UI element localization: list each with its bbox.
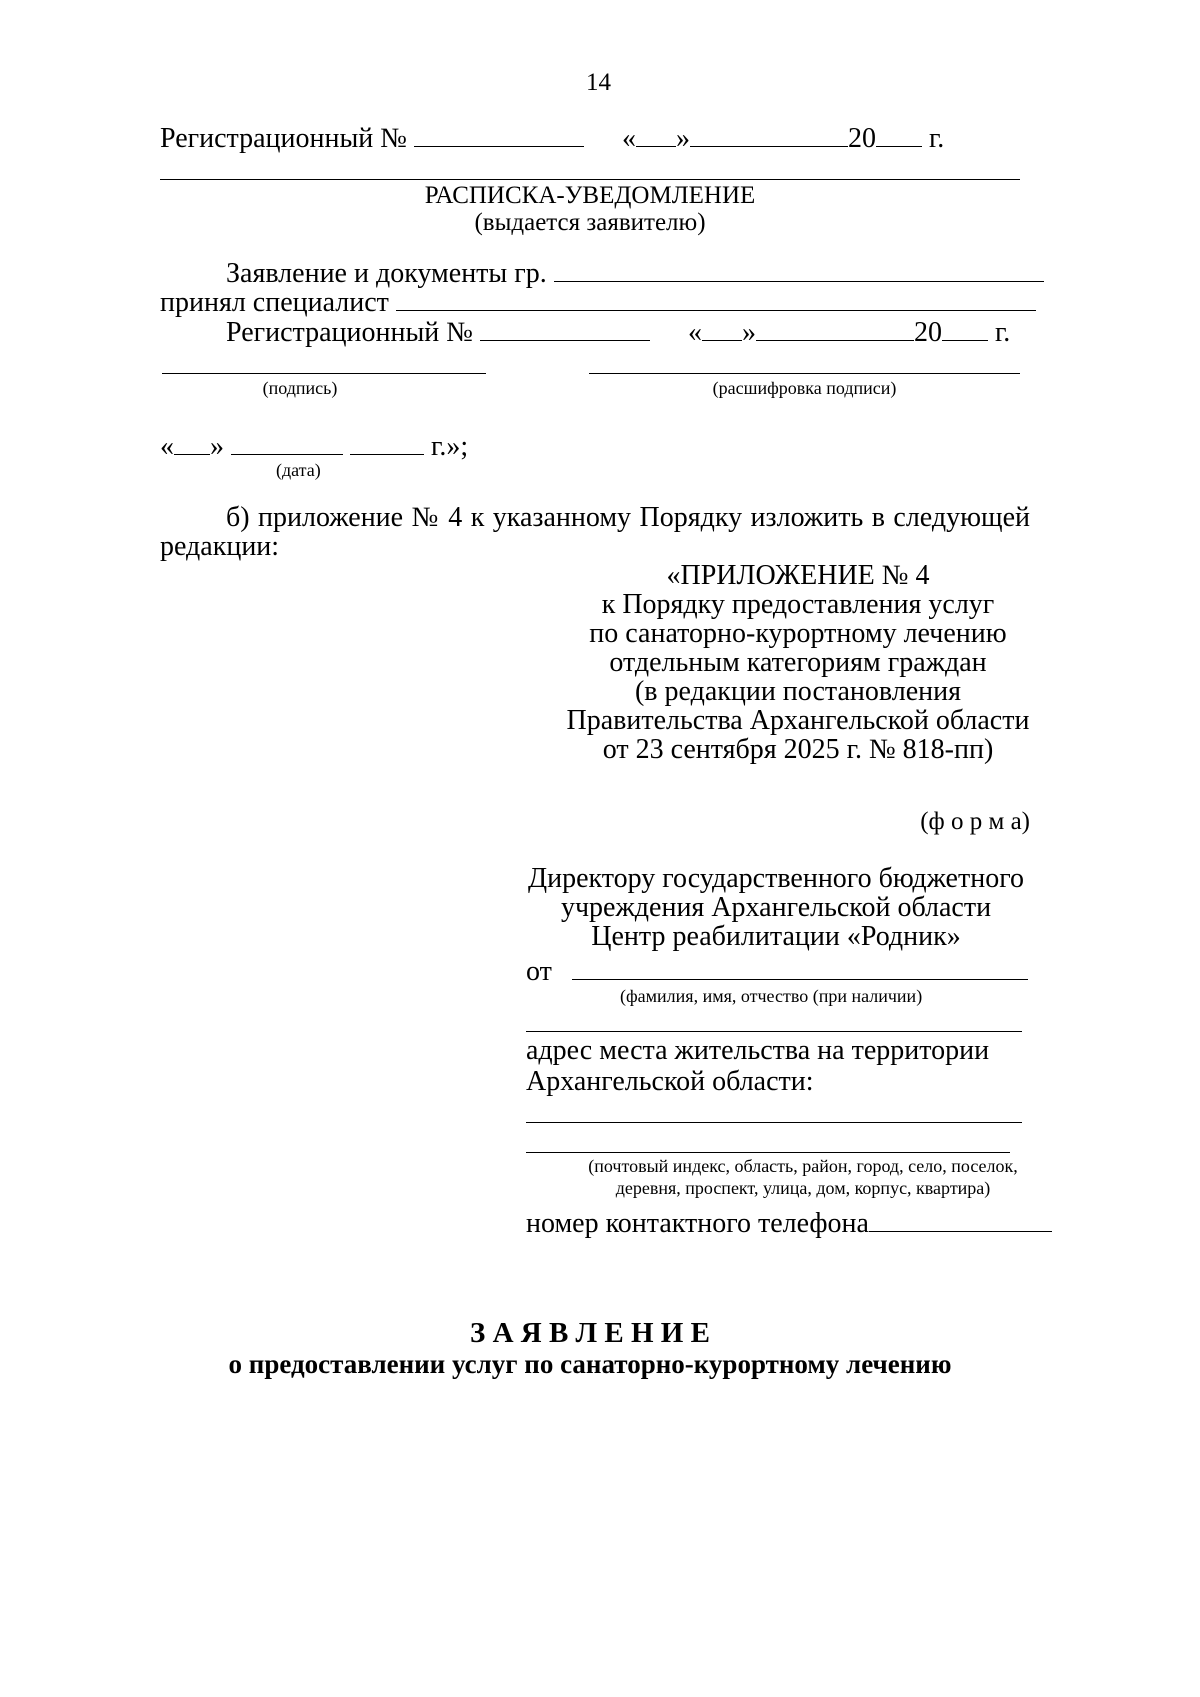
registration-year-field[interactable] <box>876 122 922 147</box>
year-suffix: г. <box>928 123 945 154</box>
page-number: 14 <box>586 69 611 96</box>
applicant-name-field[interactable] <box>554 257 1044 282</box>
phone-label: номер контактного телефона <box>526 1208 869 1239</box>
receipt-date-month-field[interactable] <box>231 430 343 455</box>
fio-field[interactable] <box>572 955 1028 980</box>
separator-line <box>160 179 1020 180</box>
applicant-label: Заявление и документы гр. <box>226 258 547 289</box>
address-field-1[interactable] <box>526 1122 1022 1123</box>
signature-decode-caption: (расшифровка подписи) <box>712 378 897 398</box>
specialist-name-field[interactable] <box>396 286 1036 311</box>
form-label: (ф о р м а) <box>920 808 1030 835</box>
year-prefix: 20 <box>847 123 876 154</box>
date-caption: (дата) <box>276 460 321 480</box>
year-suffix: г. <box>994 317 1011 348</box>
addressee-line: учреждения Архангельской области <box>560 892 992 923</box>
open-quote: « <box>621 123 636 154</box>
fio-continuation-field[interactable] <box>526 1031 1022 1032</box>
specialist-label: принял специалист <box>160 287 389 318</box>
open-quote: « <box>687 317 702 348</box>
appendix-header-line: (в редакции постановления <box>634 676 962 707</box>
close-quote: » <box>210 431 224 462</box>
appendix-header <box>560 561 1036 764</box>
address-caption-line: деревня, проспект, улица, дом, корпус, квартира) <box>615 1178 991 1198</box>
amendment-line-2: редакции: <box>160 531 280 562</box>
appendix-header-line: к Порядку предоставления услуг <box>601 589 995 620</box>
close-quote: » <box>741 317 756 348</box>
statement-title: З А Я В Л Е Н И Е <box>470 1317 710 1349</box>
appendix-header-line: «ПРИЛОЖЕНИЕ № 4 <box>666 560 930 591</box>
close-quote: » <box>675 123 690 154</box>
registration-number-field[interactable] <box>414 122 584 147</box>
receipt-registration-number-field[interactable] <box>480 316 650 341</box>
appendix-header-line: Правительства Архангельской области <box>566 705 1030 736</box>
registration-month-field[interactable] <box>690 122 848 147</box>
receipt-registration-label: Регистрационный № <box>226 317 473 348</box>
receipt-subtitle: (выдается заявителю) <box>474 209 706 236</box>
appendix-header-line: отдельным категориям граждан <box>609 647 987 678</box>
statement-subtitle: о предоставлении услуг по санаторно-курортному лечению <box>228 1349 952 1379</box>
address-label-block <box>526 1035 989 1097</box>
appendix-header-line: от 23 сентября 2025 г. № 818-пп) <box>602 734 994 765</box>
receipt-day-field[interactable] <box>702 316 742 341</box>
amendment-line-1: б) приложение № 4 к указанному Порядку изложить в следующей <box>226 502 1030 533</box>
addressee-line: Центр реабилитации «Родник» <box>591 921 961 952</box>
registration-label: Регистрационный № <box>160 123 407 154</box>
receipt-specialist-line <box>160 286 1036 319</box>
signature-caption: (подпись) <box>262 378 338 398</box>
receipt-registration-line <box>226 316 1010 349</box>
appendix-header-line: по санаторно-курортному лечению <box>589 618 1007 649</box>
registration-day-field[interactable] <box>636 122 676 147</box>
phone-line <box>526 1207 1052 1240</box>
from-label: от <box>526 956 552 987</box>
receipt-month-field[interactable] <box>756 316 914 341</box>
address-label-line: Архангельской области: <box>526 1066 814 1097</box>
signature-field[interactable] <box>162 373 486 374</box>
address-field-2[interactable] <box>526 1152 1010 1153</box>
receipt-date-year-field[interactable] <box>350 430 424 455</box>
signature-decode-field[interactable] <box>589 373 1020 374</box>
year-prefix: 20 <box>913 317 942 348</box>
address-caption <box>526 1155 1080 1199</box>
from-line <box>526 955 1028 988</box>
receipt-date-day-field[interactable] <box>174 430 210 455</box>
top-registration-line <box>160 122 944 155</box>
addressee-line: Директору государственного бюджетного <box>527 863 1024 894</box>
receipt-year-field[interactable] <box>942 316 988 341</box>
addressee-block <box>526 864 1026 951</box>
phone-field[interactable] <box>869 1207 1052 1232</box>
receipt-title: РАСПИСКА-УВЕДОМЛЕНИЕ <box>424 182 756 209</box>
address-label-line: адрес места жительства на территории <box>526 1035 990 1066</box>
open-quote: « <box>160 431 174 462</box>
fio-caption: (фамилия, имя, отчество (при наличии) <box>620 986 923 1006</box>
date-suffix: г.»; <box>431 431 469 462</box>
address-caption-line: (почтовый индекс, область, район, город, село, поселок, <box>588 1156 1018 1176</box>
